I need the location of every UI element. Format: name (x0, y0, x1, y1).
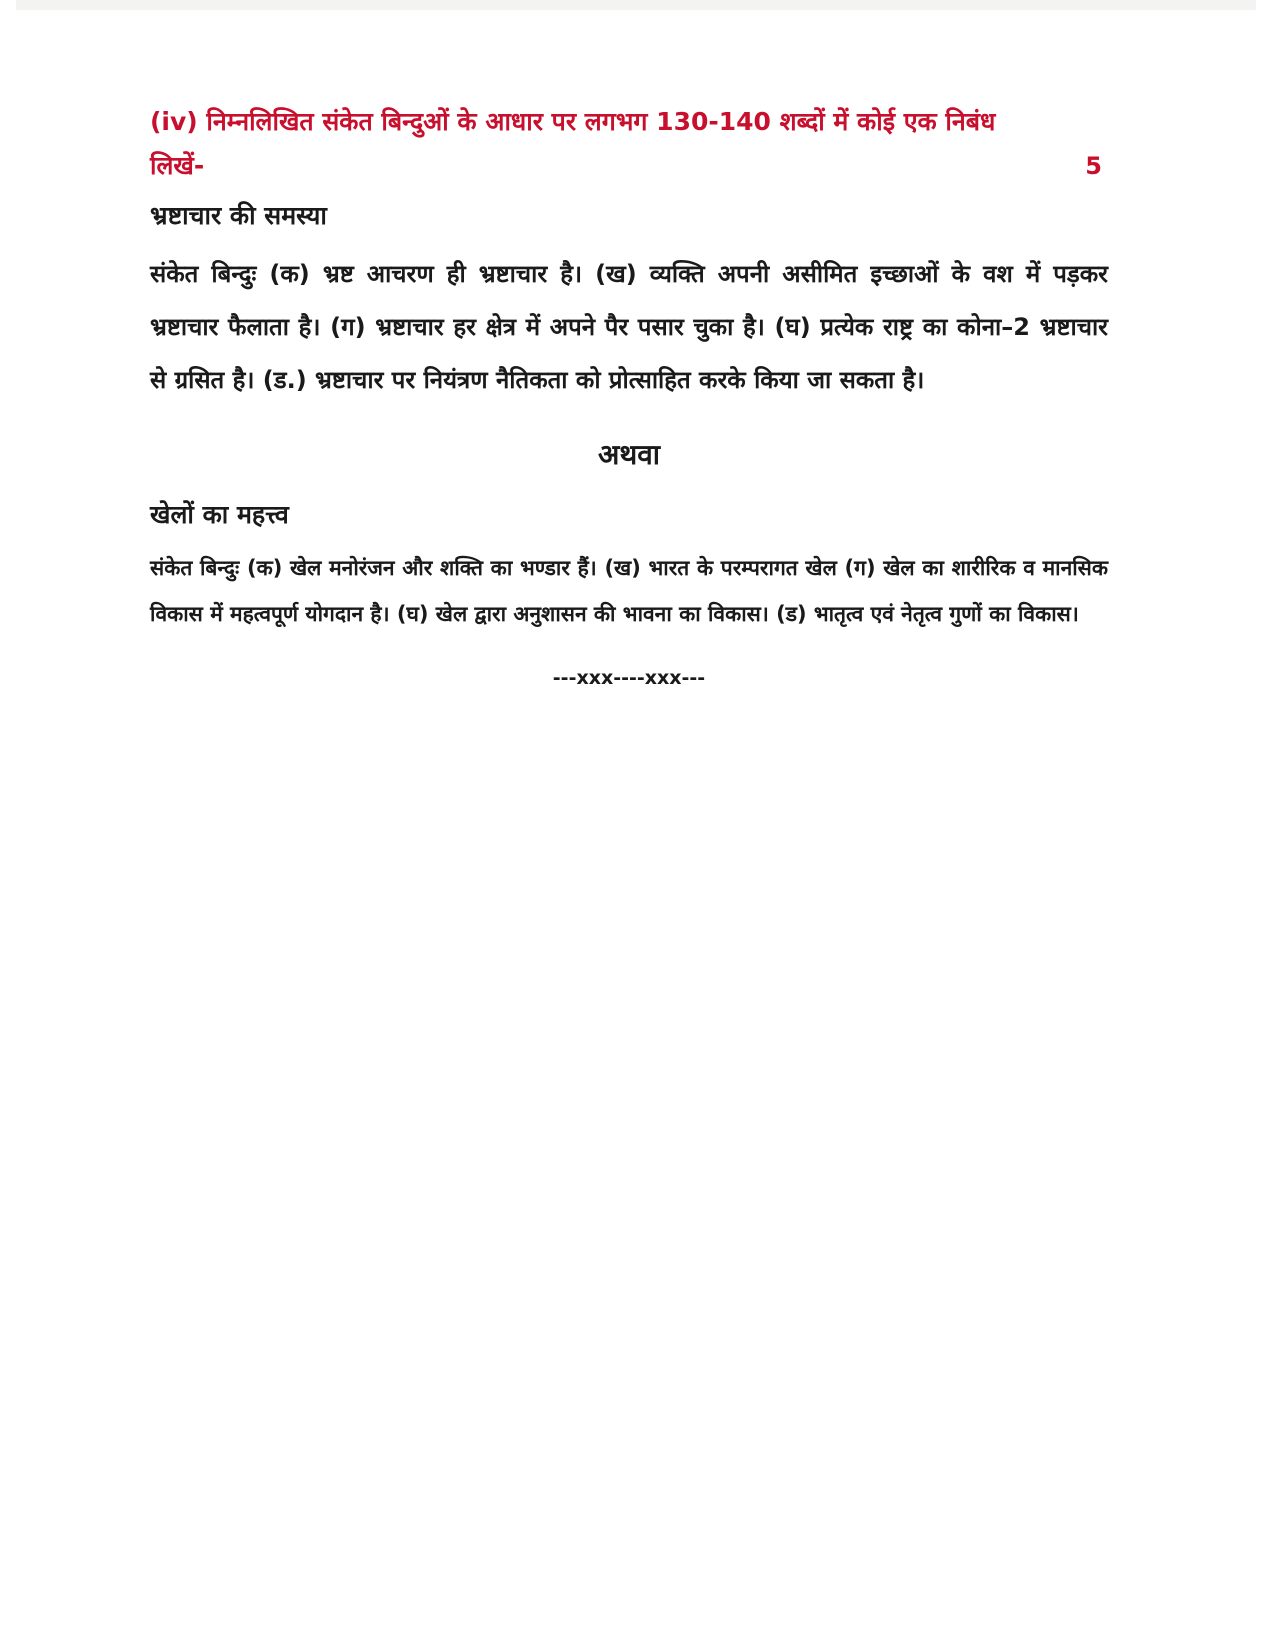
document-page (150, 100, 1108, 689)
essay-topic-1-title: भ्रष्टाचार की समस्या (150, 201, 327, 230)
top-edge-strip (16, 0, 1256, 10)
question-line-2-row (150, 144, 1108, 188)
essay-topic-1-hints: संकेत बिन्दुः (क) भ्रष्ट आचरण ही भ्रष्टाचार है। (ख) व्यक्ति अपनी असीमित इच्छाओं के वश में पड़कर भ्रष्टाचार फैलाता है। (ग) भ्रष्टाचार हर क्षेत्र में अपने पैर पसार चुका है। (घ) प्रत्येक राष्ट्र का कोना–2 भ्रष्टाचार से ग्रसित है। (ड.) भ्रष्टाचार पर नियंत्रण नैतिकता को प्रोत्साहित करके किया जा सकता है। (150, 260, 1108, 394)
question-line-1: (iv) निम्नलिखित संकेत बिन्दुओं के आधार पर लगभग 130-140 शब्दों में कोई एक निबंध (150, 107, 996, 136)
question-line-2: लिखें- (150, 151, 205, 180)
or-divider: अथवा (597, 438, 661, 471)
essay-topic-2-hints: संकेत बिन्दुः (क) खेल मनोरंजन और शक्ति का भण्डार हैं। (ख) भारत के परम्परागत खेल (ग) खेल का शारीरिक व मानसिक विकास में महत्वपूर्ण योगदान है। (घ) खेल द्वारा अनुशासन की भावना का विकास। (ड) भातृत्व एवं नेतृत्व गुणों का विकास। (150, 556, 1108, 626)
end-of-paper-mark: ---xxx----xxx--- (552, 667, 706, 689)
question-block (150, 100, 1108, 188)
essay-topic-2-title: खेलों का महत्त्व (150, 500, 289, 529)
marks-value: 5 (1085, 152, 1102, 180)
